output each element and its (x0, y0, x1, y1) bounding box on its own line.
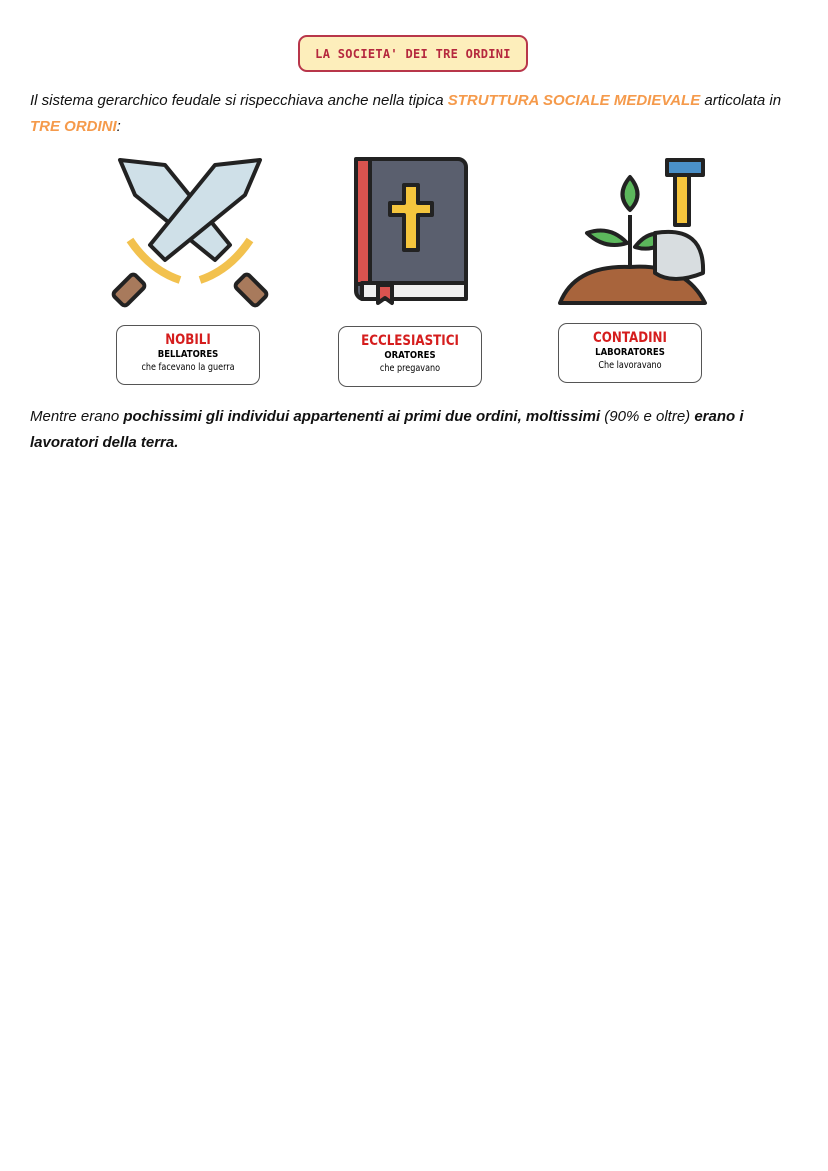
plant-shovel-icon (555, 155, 710, 307)
bible-icon (352, 155, 470, 307)
order-card-contadini (558, 323, 702, 383)
page-title: LA SOCIETA' DEI TRE ORDINI (298, 35, 528, 72)
outro-bold: pochissimi gli individui appartenenti ai primi due ordini, moltissimi (123, 408, 601, 425)
outro-text: Mentre erano (30, 408, 124, 425)
order-name: NOBILI (165, 332, 211, 348)
highlight-orders: TRE ORDINI (30, 118, 117, 135)
order-desc: Che lavoravano (598, 360, 662, 371)
intro-paragraph (30, 88, 800, 140)
order-latin: LABORATORES (595, 347, 665, 358)
intro-text: articolata in (700, 92, 782, 109)
outro-text: (90% e oltre) (600, 408, 695, 425)
outro-paragraph (30, 404, 800, 456)
order-name: CONTADINI (593, 330, 667, 346)
order-card-nobili (116, 325, 260, 385)
outro-bold: erano i lavoratori della terra. (30, 408, 744, 451)
intro-text: : (116, 118, 121, 135)
order-desc: che facevano la guerra (141, 362, 235, 373)
order-name: ECCLESIASTICI (361, 333, 459, 349)
intro-text: Il sistema gerarchico feudale si rispecchiava anche nella tipica (30, 92, 448, 109)
order-card-ecclesiastici (338, 326, 482, 387)
order-latin: ORATORES (384, 350, 436, 361)
highlight-structure: STRUTTURA SOCIALE MEDIEVALE (447, 92, 701, 109)
crossed-swords-icon (110, 155, 270, 310)
order-desc: che pregavano (379, 363, 441, 374)
order-latin: BELLATORES (157, 349, 219, 360)
